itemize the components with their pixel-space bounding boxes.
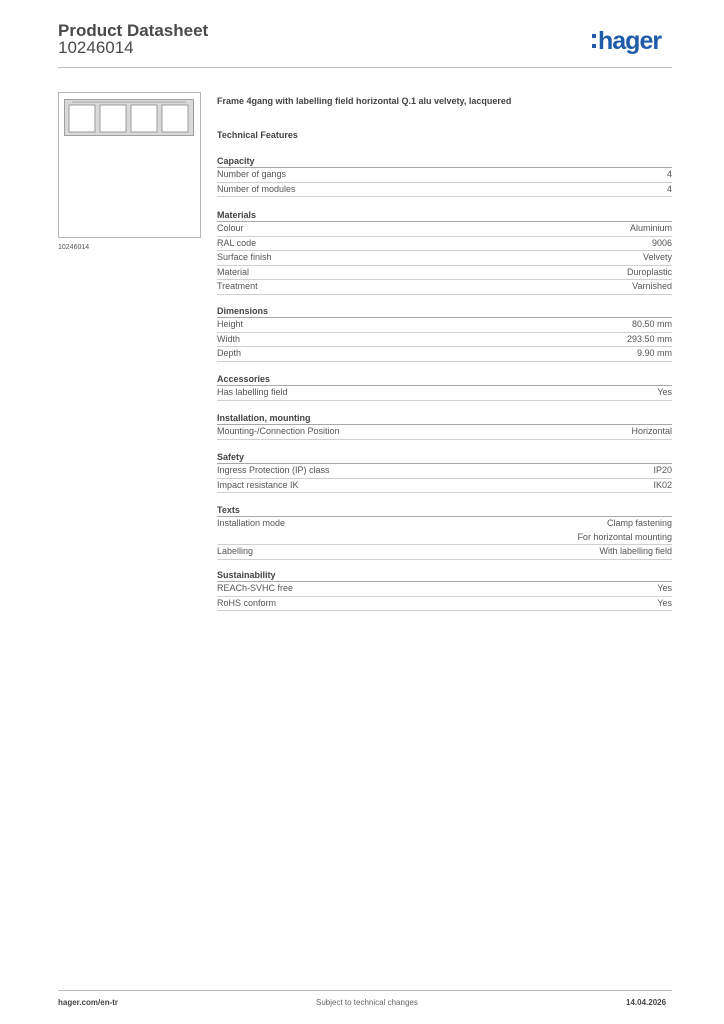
footer-date: 14.04.2026 — [626, 998, 667, 1007]
spec-label: Height — [217, 319, 244, 329]
header-divider — [58, 67, 672, 68]
product-code: 10246014 — [58, 38, 134, 57]
spec-value: 80.50 mm — [631, 319, 672, 329]
section-title: Dimensions — [217, 305, 672, 318]
spec-row — [217, 266, 672, 281]
footer-note: Subject to technical changes — [316, 998, 418, 1007]
product-description: Frame 4gang with labelling field horizontal Q.1 alu velvety, lacquered — [217, 96, 512, 106]
spec-row — [217, 280, 672, 295]
spec-row — [217, 237, 672, 252]
spec-value: With labelling field — [599, 546, 672, 557]
footer-divider — [58, 990, 672, 991]
section-title: Installation, mounting — [217, 412, 672, 425]
section-title: Safety — [217, 451, 672, 464]
spec-label: Surface finish — [217, 252, 272, 263]
spec-section — [217, 305, 672, 362]
section-title: Sustainability — [217, 569, 672, 582]
hager-logo — [592, 28, 661, 56]
spec-section — [217, 504, 672, 560]
spec-value: Horizontal — [631, 426, 672, 436]
spec-label: Has labelling field — [217, 387, 288, 397]
section-title: Texts — [217, 504, 672, 517]
spec-row — [217, 597, 672, 612]
spec-value: Yes — [657, 583, 672, 593]
spec-label: Number of gangs — [217, 169, 287, 179]
spec-row — [217, 425, 672, 440]
spec-section — [217, 373, 672, 401]
spec-value: IK02 — [653, 479, 672, 490]
spec-row — [217, 517, 672, 545]
spec-row — [217, 318, 672, 333]
spec-section — [217, 451, 672, 493]
product-image — [58, 92, 201, 238]
spec-label: RoHS conform — [217, 597, 277, 608]
spec-label: Ingress Protection (IP) class — [217, 465, 330, 475]
spec-label: Impact resistance IK — [217, 479, 299, 490]
spec-value: 4 — [666, 183, 672, 194]
section-title: Capacity — [217, 155, 672, 168]
spec-value: Yes — [657, 387, 672, 397]
spec-label: REACh-SVHC free — [217, 583, 294, 593]
spec-value: IP20 — [653, 465, 672, 475]
spec-value: Yes — [657, 597, 672, 608]
spec-value: 4 — [666, 169, 672, 179]
spec-label: RAL code — [217, 237, 257, 248]
spec-value: Varnished — [632, 281, 672, 292]
spec-section — [217, 569, 672, 611]
spec-row — [217, 222, 672, 237]
spec-label: Installation mode — [217, 518, 286, 528]
spec-value: 9.90 mm — [636, 348, 672, 359]
spec-value: Clamp fastening For horizontal mounting — [577, 518, 672, 542]
spec-label: Colour — [217, 223, 244, 233]
frame-4gang-icon — [64, 99, 194, 136]
logo-dots-icon — [592, 34, 596, 48]
spec-row — [217, 386, 672, 401]
spec-row — [217, 582, 672, 597]
spec-label: Depth — [217, 348, 242, 359]
footer-website: hager.com/en-tr — [58, 998, 119, 1007]
spec-value: Velvety — [642, 252, 672, 263]
spec-row — [217, 333, 672, 348]
spec-row — [217, 183, 672, 198]
spec-row — [217, 479, 672, 494]
spec-row — [217, 545, 672, 560]
spec-row — [217, 168, 672, 183]
spec-value: 9006 — [651, 237, 672, 248]
section-title: Materials — [217, 209, 672, 222]
spec-label: Labelling — [217, 546, 254, 557]
spec-row — [217, 347, 672, 362]
section-title: Accessories — [217, 373, 672, 386]
spec-row — [217, 251, 672, 266]
spec-value: Duroplastic — [626, 266, 672, 277]
spec-label: Mounting-/Connection Position — [217, 426, 340, 436]
image-caption: 10246014 — [58, 244, 90, 251]
spec-value: 293.50 mm — [626, 333, 672, 344]
logo-text: hager — [598, 27, 662, 55]
spec-label: Material — [217, 266, 250, 277]
spec-label: Width — [217, 333, 241, 344]
spec-label: Treatment — [217, 281, 258, 292]
spec-value: Aluminium — [629, 223, 672, 233]
header-title: Product Datasheet — [58, 21, 209, 40]
spec-row — [217, 464, 672, 479]
spec-label: Number of modules — [217, 183, 296, 194]
technical-features-heading: Technical Features — [217, 130, 298, 140]
spec-section — [217, 155, 672, 197]
spec-section — [217, 412, 672, 440]
spec-section — [217, 209, 672, 295]
